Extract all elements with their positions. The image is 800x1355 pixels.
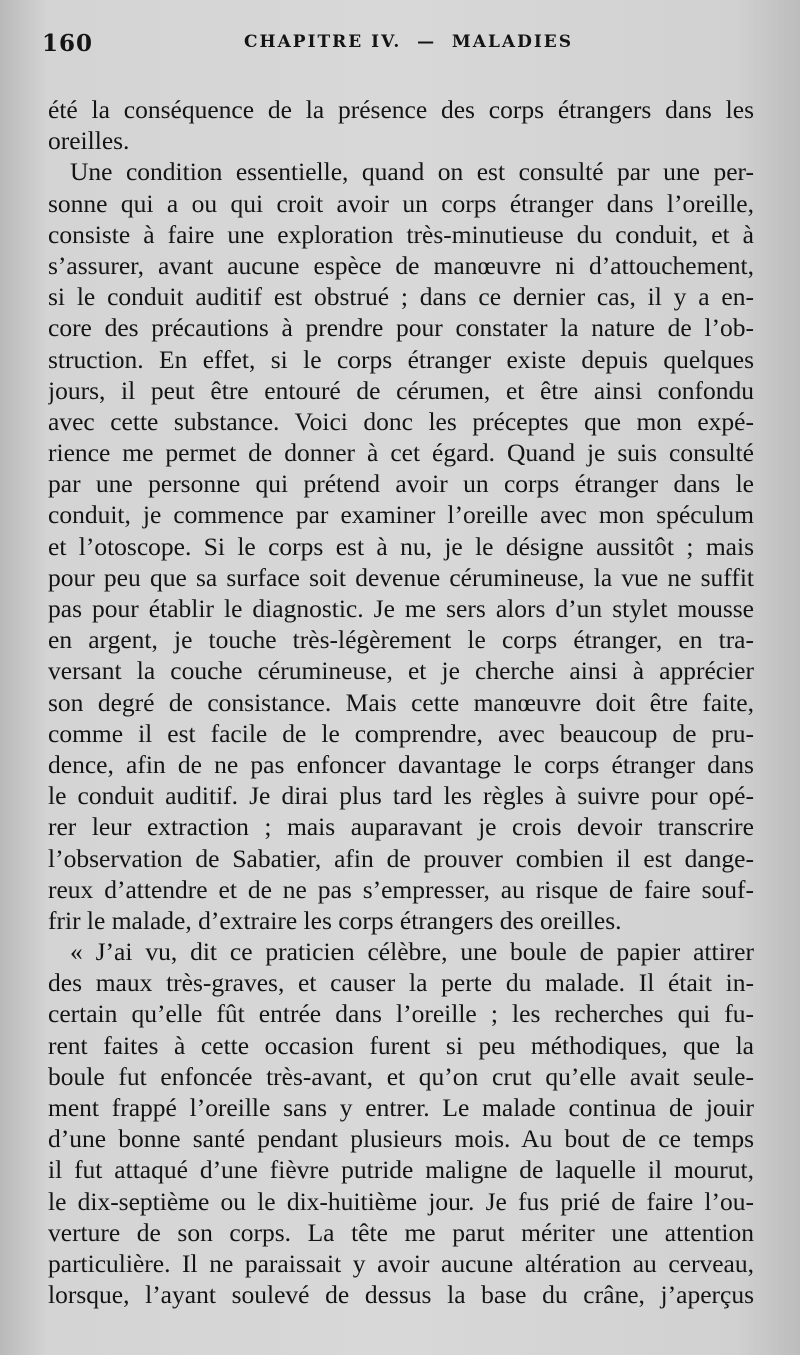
text-line: lorsque, l’ayant soulevé de dessus la base du crâne, j’aperçus	[48, 1280, 754, 1310]
paragraph-continuation	[48, 94, 754, 156]
text-line: en argent, je touche très-légèrement le corps étranger, en tra-	[48, 625, 754, 655]
text-line: rience me permet de donner à cet égard. Quand je suis consulté	[48, 438, 754, 468]
text-line: consiste à faire une exploration très-minutieuse du conduit, et à	[48, 219, 754, 249]
text-line: avec cette substance. Voici donc les préceptes que mon expé-	[48, 406, 754, 436]
text-line: comme il est facile de le comprendre, avec beaucoup de pru-	[48, 718, 754, 748]
text-line: frir le malade, d’extraire les corps étrangers des oreilles.	[48, 905, 622, 935]
text-line: ment frappé l’oreille sans y entrer. Le malade continua de jouir	[48, 1093, 754, 1122]
text-line: rer leur extraction ; mais auparavant je crois devoir transcrire	[48, 812, 754, 842]
text-line: s’assurer, avant aucune espèce de manœuvre ni d’attouchement,	[48, 250, 754, 280]
text-line: certain qu’elle fût entrée dans l’oreille ; les recherches qui fu-	[48, 999, 754, 1029]
text-line: il fut attaqué d’une fièvre putride maligne de laquelle il mourut,	[48, 1155, 754, 1185]
text-line: sonne qui a ou qui croit avoir un corps étranger dans l’oreille,	[48, 188, 754, 218]
running-title: CHAPITRE IV. — MALADIES	[244, 32, 574, 52]
paragraph-sabatier-quote	[48, 936, 754, 1310]
text-line: struction. En effet, si le corps étranger existe depuis quelques	[48, 344, 754, 374]
text-line: Une condition essentielle, quand on est consulté par une per-	[70, 157, 754, 187]
page-number: 160	[42, 30, 94, 57]
text-line: boule fut enfoncée très-avant, et qu’on crut qu’elle avait seule-	[48, 1061, 754, 1091]
text-line: oreilles.	[48, 126, 130, 156]
text-line: pour peu que sa surface soit devenue cérumineuse, la vue ne suffit	[48, 562, 754, 592]
text-line: par une personne qui prétend avoir un corps étranger dans le	[48, 469, 754, 499]
text-line: jours, il peut être entouré de cérumen, et être ainsi confondu	[48, 375, 754, 405]
running-head	[42, 28, 754, 72]
text-line: verture de son corps. La tête me parut mériter une attention	[48, 1217, 754, 1247]
text-line: versant la couche cérumineuse, et je cherche ainsi à apprécier	[48, 656, 754, 686]
text-line: rent faites à cette occasion furent si peu méthodiques, que la	[48, 1030, 754, 1060]
text-line: core des précautions à prendre pour constater la nature de l’ob-	[48, 313, 754, 343]
text-line: d’une bonne santé pendant plusieurs mois. Au bout de ce temps	[48, 1124, 754, 1154]
text-line: conduit, je commence par examiner l’oreille avec mon spéculum	[48, 500, 754, 530]
text-line: pas pour établir le diagnostic. Je me sers alors d’un stylet mousse	[48, 594, 754, 623]
text-line: l’observation de Sabatier, afin de prouver combien il est dange-	[48, 843, 754, 873]
text-line: dence, afin de ne pas enfoncer davantage le corps étranger dans	[48, 749, 754, 779]
body-text	[48, 94, 754, 1310]
paragraph-condition-essentielle	[48, 156, 754, 936]
text-line: son degré de consistance. Mais cette manœuvre doit être faite,	[48, 687, 754, 717]
text-line: le conduit auditif. Je dirai plus tard les règles à suivre pour opé-	[48, 781, 754, 811]
text-line: le dix-septième ou le dix-huitième jour. Je fus prié de faire l’ou-	[48, 1186, 754, 1216]
text-line: particulière. Il ne paraissait y avoir aucune altération au cerveau,	[48, 1248, 754, 1278]
text-line: « J’ai vu, dit ce praticien célèbre, une boule de papier attirer	[70, 937, 754, 967]
text-line: si le conduit auditif est obstrué ; dans ce dernier cas, il y a en-	[48, 282, 754, 312]
text-line: et l’otoscope. Si le corps est à nu, je le désigne aussitôt ; mais	[48, 531, 754, 561]
text-line: été la conséquence de la présence des corps étrangers dans les	[48, 95, 754, 124]
text-line: reux d’attendre et de ne pas s’empresser, au risque de faire souf-	[48, 874, 754, 904]
text-line: des maux très-graves, et causer la perte du malade. Il était in-	[48, 968, 754, 998]
